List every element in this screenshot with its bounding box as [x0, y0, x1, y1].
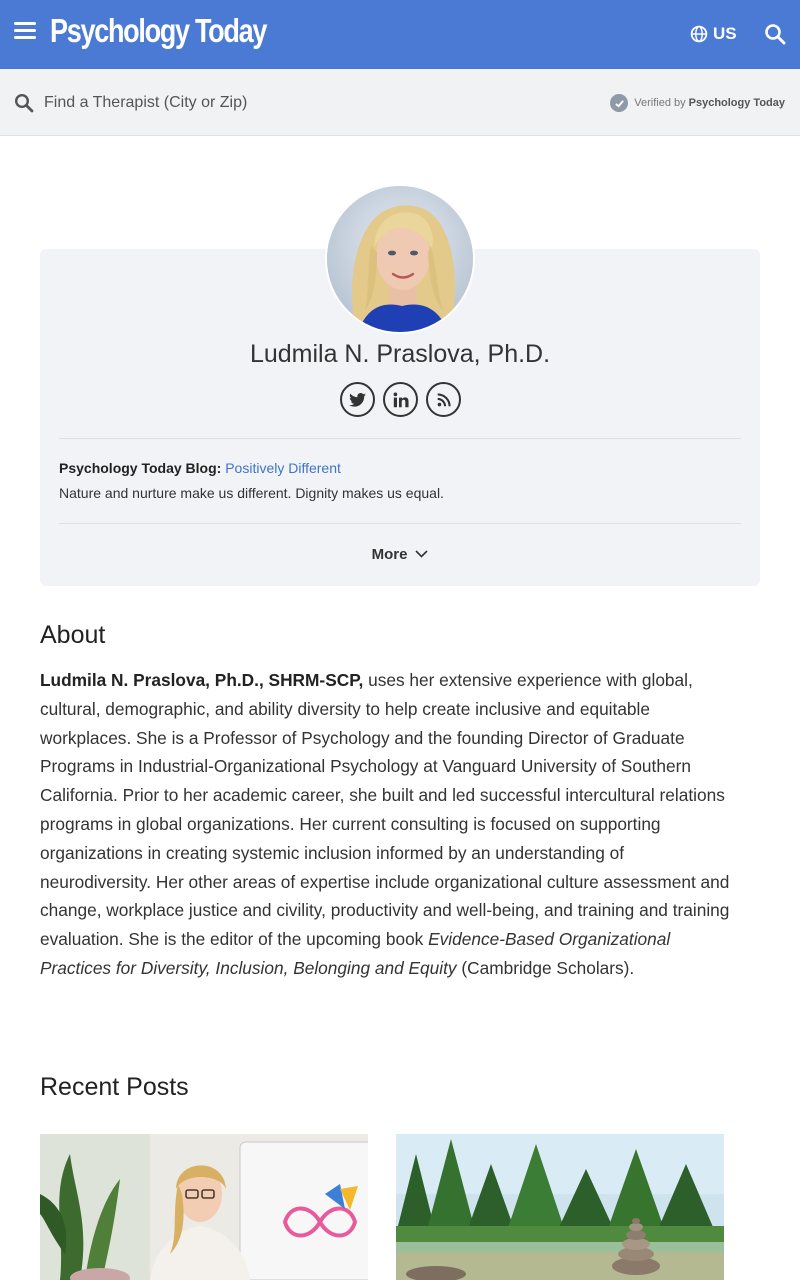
about-lead: Ludmila N. Praslova, Ph.D., SHRM-SCP,: [40, 670, 364, 690]
linkedin-link[interactable]: [383, 382, 418, 417]
top-nav-bar: [0, 0, 800, 69]
more-label: More: [371, 545, 408, 563]
recent-post-card[interactable]: [40, 1134, 368, 1280]
post-thumbnail-stones: [396, 1134, 724, 1280]
header-search-icon[interactable]: [764, 23, 786, 45]
search-icon: [14, 93, 34, 113]
about-text: [40, 666, 730, 983]
post-thumbnail-office: [40, 1134, 368, 1280]
twitter-link[interactable]: [340, 382, 375, 417]
therapist-search-input[interactable]: [44, 89, 524, 117]
author-name: Ludmila N. Praslova, Ph.D.: [249, 340, 551, 368]
region-selector[interactable]: [690, 22, 737, 46]
social-links: [340, 382, 461, 417]
about-heading: About: [40, 621, 106, 649]
twitter-icon: [349, 393, 366, 407]
about-body: uses her extensive experience with global, cultural, demographic, and ability diversity to help create inclusive and equitable workplaces. She is a Professor of Psychology and the founding Director of Graduate Programs in Industrial-Organizational Psychology at Vanguard University of Southern California. Prior to her academic career, she built and led successful intercultural relations programs in global organizations. Her current consulting is focused on supporting organizations in creating systemic inclusion informed by an understanding of neurodiversity. Her other areas of expertise include organizational culture assessment and change, workplace justice and civility, productivity and well-being, and training and training evaluation. She is the editor of the upcoming book: [40, 670, 730, 950]
more-button[interactable]: [360, 541, 440, 567]
verified-badge: [610, 94, 785, 112]
blog-name-link[interactable]: Positively Different: [225, 460, 341, 476]
chevron-down-icon: [415, 550, 428, 558]
hamburger-menu-icon[interactable]: [14, 22, 38, 46]
card-divider: [59, 523, 741, 524]
checkmark-icon: [610, 94, 628, 112]
site-logo[interactable]: Psychology Today: [50, 12, 267, 49]
verified-prefix: Verified by: [634, 97, 686, 109]
blog-line: [59, 460, 341, 476]
therapist-search-bar: [0, 69, 800, 136]
rss-link[interactable]: [426, 382, 461, 417]
rss-icon: [437, 393, 451, 407]
author-avatar: [325, 184, 475, 334]
book-title: Evidence-Based Organizational Practices for Diversity, Inclusion, Belonging and Equity: [40, 929, 671, 978]
verified-brand: Psychology Today: [688, 97, 785, 109]
card-divider: [59, 438, 741, 439]
linkedin-icon: [393, 392, 409, 408]
region-label: US: [713, 24, 737, 43]
recent-post-card[interactable]: [396, 1134, 724, 1280]
about-publisher: (Cambridge Scholars).: [456, 957, 635, 978]
recent-posts-heading: Recent Posts: [40, 1073, 189, 1101]
globe-icon: [690, 25, 708, 43]
blog-label: Psychology Today Blog:: [59, 460, 222, 476]
blog-tagline: Nature and nurture make us different. Dignity makes us equal.: [59, 485, 444, 501]
